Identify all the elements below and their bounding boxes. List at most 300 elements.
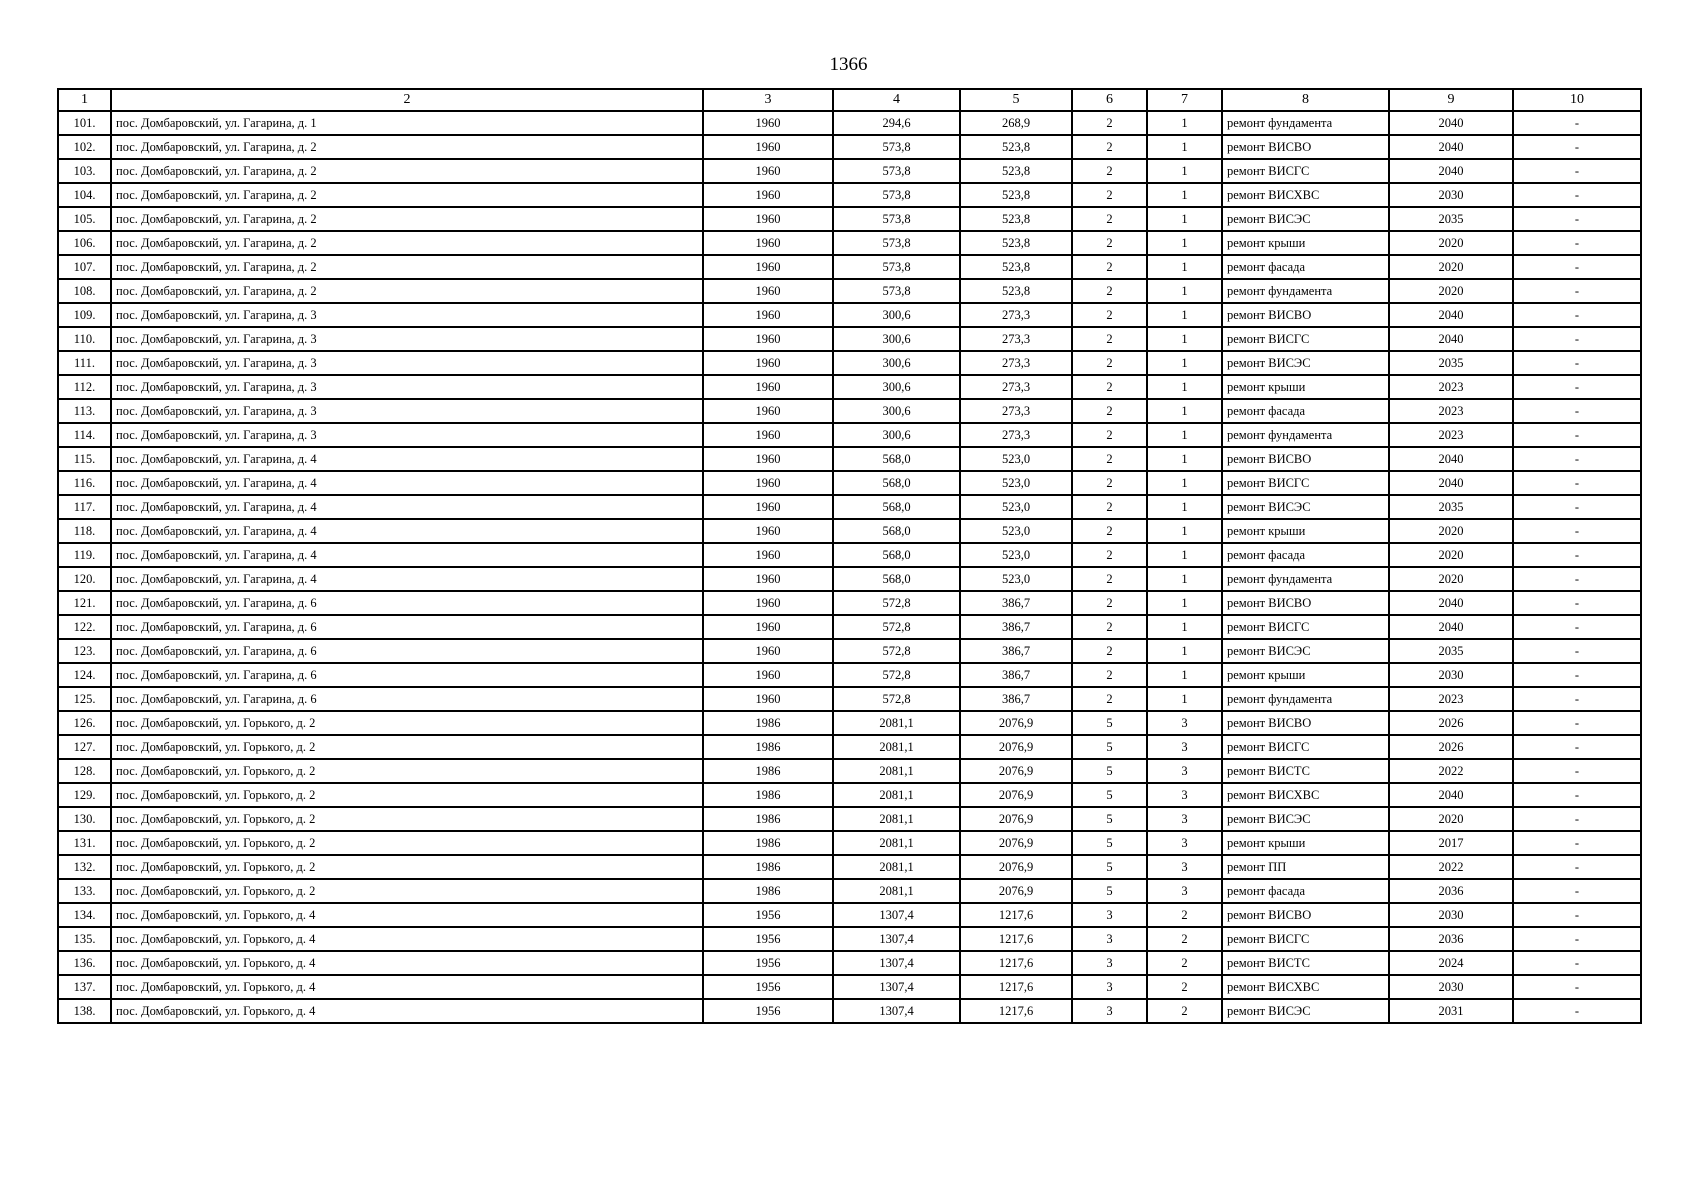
cell-year-built: 1986 [703, 807, 833, 831]
cell-work-type: ремонт фундамента [1222, 279, 1389, 303]
cell-note: - [1513, 327, 1641, 351]
cell-year-built: 1956 [703, 927, 833, 951]
cell-planned-year: 2022 [1389, 855, 1513, 879]
cell-total-area: 573,8 [833, 255, 960, 279]
cell-address: пос. Домбаровский, ул. Гагарина, д. 2 [111, 183, 703, 207]
cell-living-area: 273,3 [960, 375, 1072, 399]
cell-year-built: 1960 [703, 207, 833, 231]
cell-note: - [1513, 687, 1641, 711]
cell-entrances: 3 [1147, 759, 1222, 783]
cell-floors: 5 [1072, 735, 1147, 759]
table-row [58, 399, 1641, 423]
cell-year-built: 1960 [703, 399, 833, 423]
cell-total-area: 2081,1 [833, 879, 960, 903]
cell-entrances: 1 [1147, 663, 1222, 687]
table-row [58, 279, 1641, 303]
cell-address: пос. Домбаровский, ул. Гагарина, д. 6 [111, 591, 703, 615]
cell-total-area: 573,8 [833, 135, 960, 159]
cell-planned-year: 2040 [1389, 135, 1513, 159]
cell-work-type: ремонт фундамента [1222, 111, 1389, 135]
cell-planned-year: 2020 [1389, 255, 1513, 279]
cell-planned-year: 2030 [1389, 903, 1513, 927]
cell-living-area: 523,8 [960, 255, 1072, 279]
cell-work-type: ремонт крыши [1222, 831, 1389, 855]
cell-note: - [1513, 375, 1641, 399]
cell-work-type: ремонт ВИСГС [1222, 159, 1389, 183]
cell-year-built: 1956 [703, 951, 833, 975]
cell-address: пос. Домбаровский, ул. Гагарина, д. 4 [111, 447, 703, 471]
cell-row-number: 115. [58, 447, 111, 471]
cell-note: - [1513, 639, 1641, 663]
cell-address: пос. Домбаровский, ул. Горького, д. 2 [111, 759, 703, 783]
cell-note: - [1513, 111, 1641, 135]
table-row [58, 591, 1641, 615]
cell-note: - [1513, 975, 1641, 999]
cell-row-number: 118. [58, 519, 111, 543]
cell-living-area: 523,0 [960, 495, 1072, 519]
cell-row-number: 124. [58, 663, 111, 687]
cell-living-area: 523,8 [960, 231, 1072, 255]
cell-year-built: 1960 [703, 135, 833, 159]
cell-note: - [1513, 831, 1641, 855]
cell-address: пос. Домбаровский, ул. Гагарина, д. 4 [111, 543, 703, 567]
cell-entrances: 1 [1147, 303, 1222, 327]
column-header-5: 5 [960, 89, 1072, 111]
column-header-9: 9 [1389, 89, 1513, 111]
cell-address: пос. Домбаровский, ул. Гагарина, д. 6 [111, 615, 703, 639]
cell-address: пос. Домбаровский, ул. Горького, д. 4 [111, 999, 703, 1023]
cell-planned-year: 2023 [1389, 399, 1513, 423]
cell-year-built: 1960 [703, 567, 833, 591]
cell-work-type: ремонт фасада [1222, 255, 1389, 279]
cell-address: пос. Домбаровский, ул. Горького, д. 4 [111, 927, 703, 951]
cell-year-built: 1986 [703, 759, 833, 783]
cell-entrances: 1 [1147, 135, 1222, 159]
cell-floors: 5 [1072, 783, 1147, 807]
cell-floors: 2 [1072, 687, 1147, 711]
cell-year-built: 1960 [703, 375, 833, 399]
cell-note: - [1513, 399, 1641, 423]
cell-row-number: 138. [58, 999, 111, 1023]
column-header-2: 2 [111, 89, 703, 111]
cell-entrances: 3 [1147, 807, 1222, 831]
cell-work-type: ремонт ПП [1222, 855, 1389, 879]
cell-work-type: ремонт ВИСЭС [1222, 639, 1389, 663]
cell-work-type: ремонт ВИСЭС [1222, 999, 1389, 1023]
cell-planned-year: 2040 [1389, 111, 1513, 135]
cell-work-type: ремонт ВИСЭС [1222, 807, 1389, 831]
table-row [58, 447, 1641, 471]
table-row [58, 423, 1641, 447]
cell-row-number: 112. [58, 375, 111, 399]
cell-note: - [1513, 591, 1641, 615]
cell-row-number: 125. [58, 687, 111, 711]
cell-entrances: 3 [1147, 855, 1222, 879]
header-row [58, 89, 1641, 111]
table-row [58, 903, 1641, 927]
cell-year-built: 1960 [703, 495, 833, 519]
cell-note: - [1513, 951, 1641, 975]
cell-floors: 2 [1072, 111, 1147, 135]
cell-planned-year: 2030 [1389, 975, 1513, 999]
cell-planned-year: 2035 [1389, 639, 1513, 663]
cell-total-area: 300,6 [833, 399, 960, 423]
cell-total-area: 573,8 [833, 159, 960, 183]
cell-note: - [1513, 807, 1641, 831]
cell-total-area: 573,8 [833, 207, 960, 231]
cell-entrances: 1 [1147, 327, 1222, 351]
cell-note: - [1513, 351, 1641, 375]
cell-total-area: 568,0 [833, 519, 960, 543]
cell-work-type: ремонт ВИСВО [1222, 447, 1389, 471]
cell-total-area: 572,8 [833, 687, 960, 711]
cell-note: - [1513, 519, 1641, 543]
cell-note: - [1513, 711, 1641, 735]
table-row [58, 183, 1641, 207]
cell-row-number: 129. [58, 783, 111, 807]
cell-living-area: 523,0 [960, 519, 1072, 543]
page-number: 1366 [829, 54, 868, 75]
cell-entrances: 2 [1147, 903, 1222, 927]
cell-planned-year: 2040 [1389, 783, 1513, 807]
cell-note: - [1513, 663, 1641, 687]
cell-living-area: 2076,9 [960, 855, 1072, 879]
cell-entrances: 1 [1147, 375, 1222, 399]
cell-planned-year: 2040 [1389, 327, 1513, 351]
table-row [58, 831, 1641, 855]
cell-address: пос. Домбаровский, ул. Гагарина, д. 2 [111, 207, 703, 231]
cell-floors: 2 [1072, 279, 1147, 303]
cell-year-built: 1960 [703, 687, 833, 711]
cell-floors: 3 [1072, 903, 1147, 927]
cell-entrances: 1 [1147, 423, 1222, 447]
cell-floors: 2 [1072, 447, 1147, 471]
cell-row-number: 135. [58, 927, 111, 951]
cell-total-area: 300,6 [833, 327, 960, 351]
cell-planned-year: 2026 [1389, 735, 1513, 759]
cell-year-built: 1960 [703, 303, 833, 327]
column-header-7: 7 [1147, 89, 1222, 111]
cell-entrances: 1 [1147, 519, 1222, 543]
cell-planned-year: 2030 [1389, 183, 1513, 207]
cell-total-area: 2081,1 [833, 735, 960, 759]
cell-work-type: ремонт крыши [1222, 375, 1389, 399]
cell-address: пос. Домбаровский, ул. Горького, д. 2 [111, 831, 703, 855]
cell-row-number: 105. [58, 207, 111, 231]
cell-planned-year: 2040 [1389, 591, 1513, 615]
cell-planned-year: 2024 [1389, 951, 1513, 975]
cell-floors: 2 [1072, 519, 1147, 543]
table-row [58, 879, 1641, 903]
table-row [58, 735, 1641, 759]
cell-address: пос. Домбаровский, ул. Гагарина, д. 6 [111, 639, 703, 663]
cell-entrances: 1 [1147, 567, 1222, 591]
cell-entrances: 1 [1147, 543, 1222, 567]
column-header-4: 4 [833, 89, 960, 111]
cell-floors: 5 [1072, 855, 1147, 879]
cell-living-area: 273,3 [960, 399, 1072, 423]
cell-floors: 2 [1072, 135, 1147, 159]
table-row [58, 783, 1641, 807]
cell-year-built: 1960 [703, 111, 833, 135]
cell-living-area: 273,3 [960, 423, 1072, 447]
cell-planned-year: 2022 [1389, 759, 1513, 783]
cell-year-built: 1986 [703, 711, 833, 735]
cell-floors: 3 [1072, 951, 1147, 975]
cell-note: - [1513, 183, 1641, 207]
cell-address: пос. Домбаровский, ул. Гагарина, д. 3 [111, 423, 703, 447]
cell-living-area: 386,7 [960, 663, 1072, 687]
cell-total-area: 2081,1 [833, 855, 960, 879]
cell-planned-year: 2036 [1389, 927, 1513, 951]
cell-note: - [1513, 471, 1641, 495]
cell-address: пос. Домбаровский, ул. Гагарина, д. 2 [111, 135, 703, 159]
table-row [58, 303, 1641, 327]
cell-entrances: 1 [1147, 231, 1222, 255]
cell-work-type: ремонт ВИСТС [1222, 759, 1389, 783]
table-row [58, 687, 1641, 711]
cell-total-area: 573,8 [833, 279, 960, 303]
column-header-10: 10 [1513, 89, 1641, 111]
cell-floors: 2 [1072, 255, 1147, 279]
cell-entrances: 1 [1147, 183, 1222, 207]
cell-work-type: ремонт ВИСЭС [1222, 495, 1389, 519]
cell-address: пос. Домбаровский, ул. Гагарина, д. 6 [111, 663, 703, 687]
cell-year-built: 1986 [703, 735, 833, 759]
cell-year-built: 1960 [703, 447, 833, 471]
cell-living-area: 523,0 [960, 543, 1072, 567]
cell-total-area: 572,8 [833, 663, 960, 687]
cell-row-number: 107. [58, 255, 111, 279]
table-row [58, 327, 1641, 351]
cell-entrances: 1 [1147, 399, 1222, 423]
cell-note: - [1513, 615, 1641, 639]
cell-year-built: 1960 [703, 519, 833, 543]
cell-row-number: 123. [58, 639, 111, 663]
cell-work-type: ремонт ВИСХВС [1222, 783, 1389, 807]
repair-schedule-table [57, 88, 1642, 1024]
table-row [58, 255, 1641, 279]
cell-year-built: 1986 [703, 879, 833, 903]
cell-address: пос. Домбаровский, ул. Горького, д. 2 [111, 879, 703, 903]
cell-note: - [1513, 927, 1641, 951]
cell-floors: 5 [1072, 879, 1147, 903]
cell-address: пос. Домбаровский, ул. Горького, д. 2 [111, 855, 703, 879]
cell-work-type: ремонт фундамента [1222, 567, 1389, 591]
cell-row-number: 134. [58, 903, 111, 927]
cell-floors: 2 [1072, 159, 1147, 183]
table-row [58, 999, 1641, 1023]
cell-address: пос. Домбаровский, ул. Гагарина, д. 3 [111, 375, 703, 399]
cell-floors: 2 [1072, 663, 1147, 687]
cell-planned-year: 2020 [1389, 567, 1513, 591]
cell-planned-year: 2023 [1389, 375, 1513, 399]
table-row [58, 927, 1641, 951]
cell-address: пос. Домбаровский, ул. Гагарина, д. 4 [111, 495, 703, 519]
cell-year-built: 1960 [703, 279, 833, 303]
cell-entrances: 1 [1147, 591, 1222, 615]
table-row [58, 567, 1641, 591]
cell-floors: 2 [1072, 207, 1147, 231]
cell-planned-year: 2020 [1389, 279, 1513, 303]
cell-entrances: 1 [1147, 447, 1222, 471]
table-row [58, 663, 1641, 687]
cell-planned-year: 2040 [1389, 471, 1513, 495]
cell-year-built: 1960 [703, 159, 833, 183]
cell-entrances: 1 [1147, 615, 1222, 639]
cell-living-area: 523,0 [960, 447, 1072, 471]
cell-row-number: 101. [58, 111, 111, 135]
cell-work-type: ремонт фасада [1222, 399, 1389, 423]
cell-row-number: 116. [58, 471, 111, 495]
cell-total-area: 2081,1 [833, 711, 960, 735]
cell-entrances: 3 [1147, 711, 1222, 735]
cell-work-type: ремонт фасада [1222, 879, 1389, 903]
cell-planned-year: 2040 [1389, 159, 1513, 183]
cell-work-type: ремонт ВИСТС [1222, 951, 1389, 975]
table-row [58, 135, 1641, 159]
cell-note: - [1513, 447, 1641, 471]
cell-year-built: 1960 [703, 327, 833, 351]
cell-address: пос. Домбаровский, ул. Горького, д. 4 [111, 951, 703, 975]
cell-work-type: ремонт ВИСВО [1222, 903, 1389, 927]
table-row [58, 375, 1641, 399]
cell-row-number: 131. [58, 831, 111, 855]
cell-living-area: 2076,9 [960, 759, 1072, 783]
cell-address: пос. Домбаровский, ул. Гагарина, д. 1 [111, 111, 703, 135]
cell-row-number: 126. [58, 711, 111, 735]
cell-note: - [1513, 279, 1641, 303]
cell-note: - [1513, 735, 1641, 759]
cell-floors: 2 [1072, 615, 1147, 639]
cell-total-area: 568,0 [833, 567, 960, 591]
cell-work-type: ремонт фасада [1222, 543, 1389, 567]
cell-row-number: 121. [58, 591, 111, 615]
cell-total-area: 568,0 [833, 543, 960, 567]
cell-work-type: ремонт ВИСГС [1222, 735, 1389, 759]
cell-address: пос. Домбаровский, ул. Гагарина, д. 6 [111, 687, 703, 711]
cell-living-area: 268,9 [960, 111, 1072, 135]
cell-living-area: 386,7 [960, 639, 1072, 663]
cell-work-type: ремонт фундамента [1222, 423, 1389, 447]
column-header-6: 6 [1072, 89, 1147, 111]
table-row [58, 975, 1641, 999]
cell-planned-year: 2023 [1389, 687, 1513, 711]
cell-floors: 5 [1072, 807, 1147, 831]
cell-work-type: ремонт ВИСВО [1222, 135, 1389, 159]
cell-total-area: 572,8 [833, 615, 960, 639]
cell-living-area: 2076,9 [960, 831, 1072, 855]
table-row [58, 639, 1641, 663]
cell-work-type: ремонт ВИСГС [1222, 615, 1389, 639]
cell-living-area: 523,8 [960, 183, 1072, 207]
cell-row-number: 113. [58, 399, 111, 423]
cell-total-area: 1307,4 [833, 951, 960, 975]
cell-planned-year: 2020 [1389, 231, 1513, 255]
cell-address: пос. Домбаровский, ул. Гагарина, д. 2 [111, 231, 703, 255]
cell-note: - [1513, 207, 1641, 231]
cell-note: - [1513, 135, 1641, 159]
cell-planned-year: 2035 [1389, 351, 1513, 375]
cell-floors: 2 [1072, 303, 1147, 327]
cell-year-built: 1960 [703, 663, 833, 687]
cell-row-number: 137. [58, 975, 111, 999]
cell-living-area: 2076,9 [960, 735, 1072, 759]
cell-planned-year: 2020 [1389, 807, 1513, 831]
table-row [58, 111, 1641, 135]
cell-floors: 2 [1072, 567, 1147, 591]
table-row [58, 519, 1641, 543]
cell-planned-year: 2036 [1389, 879, 1513, 903]
table-row [58, 207, 1641, 231]
cell-row-number: 136. [58, 951, 111, 975]
cell-living-area: 273,3 [960, 351, 1072, 375]
cell-floors: 2 [1072, 399, 1147, 423]
cell-total-area: 2081,1 [833, 807, 960, 831]
cell-floors: 2 [1072, 375, 1147, 399]
cell-year-built: 1960 [703, 183, 833, 207]
cell-living-area: 273,3 [960, 327, 1072, 351]
cell-living-area: 2076,9 [960, 711, 1072, 735]
cell-floors: 3 [1072, 927, 1147, 951]
cell-entrances: 3 [1147, 879, 1222, 903]
cell-living-area: 2076,9 [960, 807, 1072, 831]
cell-note: - [1513, 783, 1641, 807]
cell-entrances: 1 [1147, 471, 1222, 495]
cell-floors: 5 [1072, 711, 1147, 735]
cell-planned-year: 2035 [1389, 495, 1513, 519]
cell-total-area: 572,8 [833, 591, 960, 615]
cell-living-area: 386,7 [960, 591, 1072, 615]
cell-entrances: 1 [1147, 159, 1222, 183]
cell-work-type: ремонт ВИСВО [1222, 303, 1389, 327]
table-row [58, 495, 1641, 519]
cell-floors: 2 [1072, 591, 1147, 615]
cell-work-type: ремонт ВИСЭС [1222, 207, 1389, 231]
cell-planned-year: 2020 [1389, 519, 1513, 543]
cell-total-area: 300,6 [833, 423, 960, 447]
cell-planned-year: 2026 [1389, 711, 1513, 735]
cell-living-area: 523,0 [960, 567, 1072, 591]
cell-address: пос. Домбаровский, ул. Горького, д. 4 [111, 975, 703, 999]
cell-note: - [1513, 903, 1641, 927]
cell-row-number: 110. [58, 327, 111, 351]
cell-total-area: 300,6 [833, 303, 960, 327]
cell-entrances: 2 [1147, 975, 1222, 999]
cell-living-area: 1217,6 [960, 903, 1072, 927]
cell-entrances: 1 [1147, 495, 1222, 519]
cell-total-area: 300,6 [833, 351, 960, 375]
cell-planned-year: 2040 [1389, 615, 1513, 639]
cell-total-area: 568,0 [833, 471, 960, 495]
cell-note: - [1513, 423, 1641, 447]
cell-floors: 3 [1072, 999, 1147, 1023]
cell-address: пос. Домбаровский, ул. Горького, д. 2 [111, 807, 703, 831]
cell-total-area: 294,6 [833, 111, 960, 135]
cell-note: - [1513, 543, 1641, 567]
cell-row-number: 106. [58, 231, 111, 255]
table-row [58, 807, 1641, 831]
table-row [58, 951, 1641, 975]
cell-row-number: 109. [58, 303, 111, 327]
cell-note: - [1513, 759, 1641, 783]
cell-entrances: 2 [1147, 999, 1222, 1023]
cell-address: пос. Домбаровский, ул. Гагарина, д. 2 [111, 159, 703, 183]
cell-address: пос. Домбаровский, ул. Гагарина, д. 2 [111, 279, 703, 303]
cell-row-number: 120. [58, 567, 111, 591]
cell-entrances: 1 [1147, 687, 1222, 711]
cell-row-number: 114. [58, 423, 111, 447]
